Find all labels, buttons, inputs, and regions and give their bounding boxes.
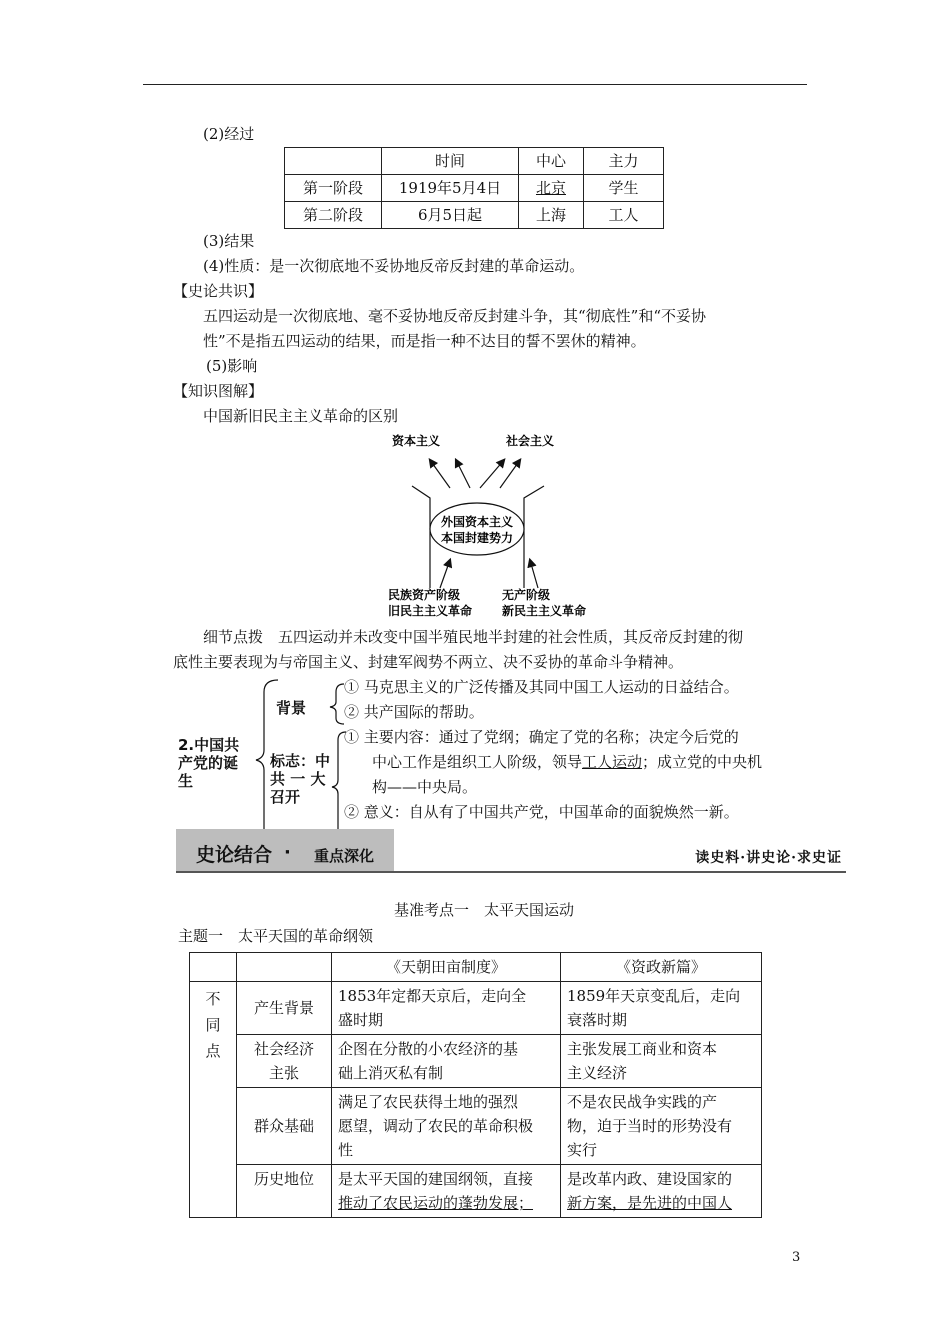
cpc-title-num: 2.: [178, 736, 195, 754]
detail-line-2: 底性主要表现为与帝国主义、封建军阀势不两立、决不妥协的革命斗争精神。: [173, 653, 684, 671]
mark-label: [270, 752, 330, 806]
header-rule: [143, 84, 807, 85]
table-row: [285, 202, 664, 229]
table-row: [285, 175, 664, 202]
label-old-revolution: 旧民主主义革命: [388, 604, 473, 618]
cpc-title: [178, 736, 256, 790]
table-row: [190, 1165, 762, 1218]
banner-rule: [176, 871, 846, 873]
table-row: [190, 953, 762, 982]
detail-line-1: 细节点拨 五四运动并未改变中国半殖民地半封建的社会性质，其反帝反封建的彻: [203, 628, 744, 646]
section-4: (4)性质：是一次彻底地不妥协地反帝反封建的革命运动。: [203, 257, 585, 275]
banner-title: 史论结合: [196, 844, 273, 866]
row-label: 社会经济主张: [237, 1035, 332, 1088]
table-cell: 1919年5月4日: [382, 175, 519, 202]
cpc-title-b: 产党的诞: [178, 754, 239, 772]
mark-label-2: 共 一 大: [270, 770, 326, 788]
table-row: [190, 982, 762, 1035]
tujie-tag: 【知识图解】: [173, 382, 264, 400]
banner-dot: ·: [284, 842, 291, 863]
table-cell: [190, 953, 237, 982]
zhuti-title: 主题一 太平天国的革命纲领: [178, 927, 374, 945]
section-banner: [176, 829, 846, 873]
cpc-title-c: 生: [178, 772, 194, 790]
label-socialism: 社会主义: [505, 434, 555, 448]
group-char: 点: [205, 1042, 221, 1060]
table-row: [285, 148, 664, 175]
row-label: 历史地位: [237, 1165, 332, 1218]
mark-1c: 构——中央局。: [372, 778, 478, 796]
table-cell: 上海: [519, 202, 584, 229]
mark-label-3: 召开: [270, 788, 301, 806]
table-cell: 第一阶段: [285, 175, 382, 202]
table-cell: 时间: [382, 148, 519, 175]
table-cell: [237, 953, 332, 982]
row-label: 群众基础: [237, 1088, 332, 1165]
table-header: 《天朝田亩制度》: [332, 953, 561, 982]
page-number: 3: [792, 1250, 801, 1265]
cpc-title-a: 中国共: [194, 736, 240, 754]
table-cell: 主张发展工商业和资本 主义经济: [561, 1035, 762, 1088]
beijing-2: ② 共产国际的帮助。: [344, 703, 484, 721]
label-proletariat: 无产阶级: [502, 588, 551, 602]
revolution-diagram: [372, 428, 608, 624]
stage-table: [284, 147, 664, 229]
shilun-line-2: 性”不是指五四运动的结果，而是指一种不达目的誓不罢休的精神。: [203, 332, 646, 350]
group-label: [190, 982, 237, 1218]
center-ellipse: [430, 503, 524, 555]
label-new-revolution: 新民主主义革命: [502, 604, 587, 618]
table-cell: 满足了农民获得土地的强烈 愿望，调动了农民的革命积极 性: [332, 1088, 561, 1165]
table-cell: 企图在分散的小农经济的基 础上消灭私有制: [332, 1035, 561, 1088]
banner-subtitle: 重点深化: [314, 847, 375, 865]
shilun-tag: 【史论共识】: [173, 282, 264, 300]
banner-right: 读史料·讲史论·求史证: [695, 850, 842, 866]
table-header: 《资政新篇》: [561, 953, 762, 982]
table-cell: 1853年定都天京后，走向全 盛时期: [332, 982, 561, 1035]
table-cell: 学生: [584, 175, 664, 202]
table-cell: 北京: [519, 175, 584, 202]
center-label-2: 本国封建势力: [440, 531, 514, 545]
row-label: 产生背景: [237, 982, 332, 1035]
section-5: (5)影响: [206, 357, 258, 375]
table-cell: 6月5日起: [382, 202, 519, 229]
mark-1b: [372, 750, 762, 774]
table-cell: 是太平天国的建国纲领，直接 推动了农民运动的蓬勃发展；: [332, 1165, 561, 1218]
table-cell: 是改革内政、建设国家的 新方案，是先进的中国人: [561, 1165, 762, 1218]
beijing-1: ① 马克思主义的广泛传播及其同中国工人运动的日益结合。: [344, 678, 739, 696]
table-cell: 第二阶段: [285, 202, 382, 229]
center-label-1: 外国资本主义: [440, 515, 514, 529]
mark-label-1: 标志：中: [270, 752, 331, 770]
section-3: (3)结果: [203, 232, 255, 250]
mark-2: ② 意义：自从有了中国共产党，中国革命的面貌焕然一新。: [344, 803, 739, 821]
table-cell: 不是农民战争实践的产 物，迫于当时的形势没有 实行: [561, 1088, 762, 1165]
label-bourgeoisie: 民族资产阶级: [388, 588, 461, 602]
kaodian-title: 基准考点一 太平天国运动: [394, 901, 575, 919]
shilun-line-1: 五四运动是一次彻底地、毫不妥协地反帝反封建斗争，其“彻底性”和“不妥协: [203, 307, 707, 325]
table-row: [190, 1035, 762, 1088]
table-cell: 1859年天京变乱后，走向 衰落时期: [561, 982, 762, 1035]
mark-1a: ① 主要内容：通过了党纲；确定了党的名称；决定今后党的: [344, 728, 739, 746]
mark-1b-post: ；成立党的中央机: [642, 753, 763, 771]
table-cell: 工人: [584, 202, 664, 229]
section-2-heading: (2)经过: [203, 125, 255, 143]
mark-1b-pre: 中心工作是组织工人阶级，领导: [372, 753, 583, 771]
group-char: 同: [205, 1016, 221, 1034]
table-cell: [285, 148, 382, 175]
beijing-label: 背景: [276, 699, 307, 717]
group-char: 不: [205, 990, 221, 1008]
program-table: [189, 952, 762, 1218]
mark-1b-underline: 工人运动: [582, 753, 643, 771]
table-row: [190, 1088, 762, 1165]
label-capitalism: 资本主义: [391, 434, 441, 448]
tujie-caption: 中国新旧民主主义革命的区别: [203, 407, 399, 425]
table-cell: 主力: [584, 148, 664, 175]
table-cell: 中心: [519, 148, 584, 175]
